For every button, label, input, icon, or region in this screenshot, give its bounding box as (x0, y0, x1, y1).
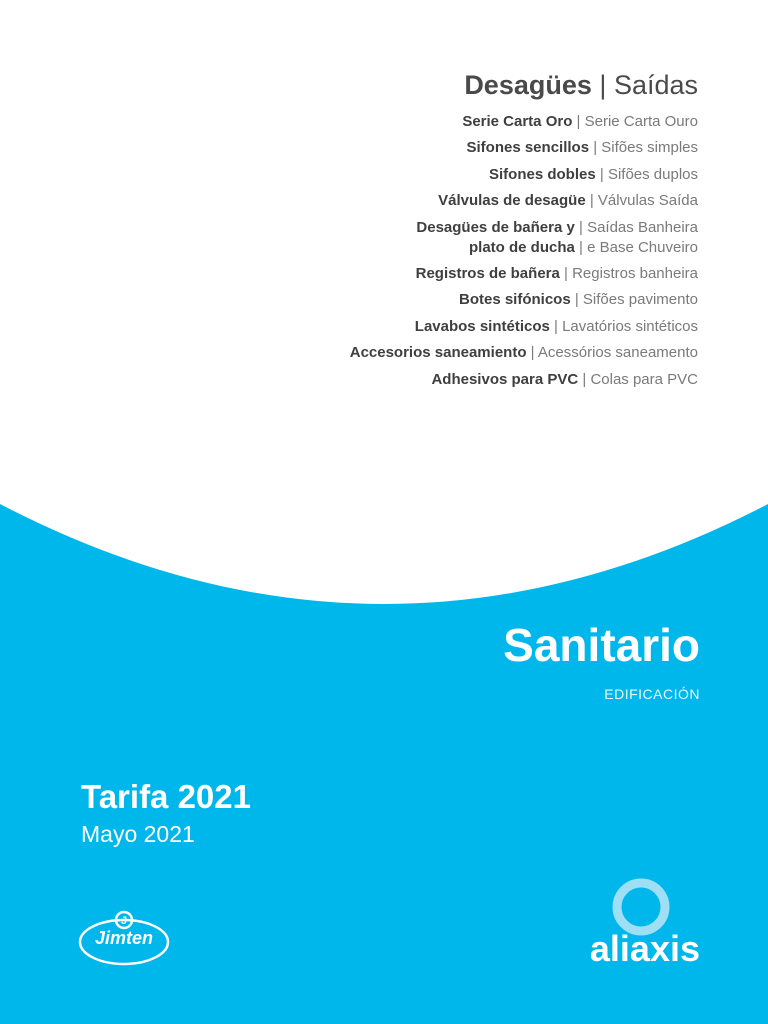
toc-item (350, 191, 698, 211)
toc-item (350, 112, 698, 132)
tariff-title: Tarifa 2021 (81, 778, 251, 815)
toc-separator: | (574, 291, 579, 309)
toc-item-pt: Registros banheira (572, 264, 698, 282)
top-section (0, 0, 768, 470)
toc-item (350, 343, 698, 363)
toc-item-es: Serie Carta Oro (462, 113, 573, 130)
toc-line (350, 218, 698, 238)
toc-item-es: Registros de bañera (415, 264, 560, 282)
toc-item-pt: Sifões pavimento (582, 291, 698, 309)
heading-separator: | (599, 70, 607, 100)
toc-item-es: plato de ducha (469, 238, 575, 256)
jimten-logo-text: Jimten (94, 928, 154, 948)
toc-item (350, 138, 698, 158)
toc-separator: | (579, 218, 583, 236)
toc-line (350, 238, 698, 258)
toc-item-pt: Colas para PVC (590, 370, 698, 388)
toc-separator: | (579, 238, 583, 256)
toc-item-pt: e Base Chuveiro (587, 238, 698, 256)
toc-item-es: Sifones sencillos (466, 139, 590, 157)
toc-item-pt: Lavatórios sintéticos (562, 317, 698, 335)
toc-item (350, 165, 698, 185)
category-subtitle: EDIFICACIÓN (604, 686, 700, 702)
heading-pt: Saídas (613, 70, 698, 100)
toc-item-es: Adhesivos para PVC (431, 370, 579, 388)
toc-item (350, 264, 698, 284)
section-heading (464, 70, 698, 101)
table-of-contents (350, 112, 698, 396)
toc-item-pt: Acessórios saneamento (537, 344, 698, 362)
toc-separator: | (554, 317, 558, 335)
toc-item-es: Lavabos sintéticos (414, 317, 550, 335)
toc-item-es: Botes sifónicos (458, 291, 571, 309)
toc-item-es: Accesorios saneamiento (349, 344, 527, 362)
toc-separator: | (593, 139, 598, 157)
toc-separator: | (564, 264, 568, 282)
svg-text:J: J (120, 915, 128, 927)
toc-separator: | (599, 165, 604, 183)
toc-item-es: Sifones dobles (489, 165, 596, 183)
toc-separator: | (589, 192, 594, 210)
toc-item-pt: Válvulas Saída (597, 192, 698, 210)
toc-item (350, 218, 698, 258)
toc-item (350, 370, 698, 390)
toc-separator: | (576, 113, 581, 130)
toc-separator: | (582, 370, 587, 388)
toc-item-pt: Sifões duplos (607, 165, 698, 183)
aliaxis-logo-text: aliaxis (589, 928, 700, 969)
category-title: Sanitario (503, 619, 700, 671)
toc-item-pt: Saídas Banheira (587, 218, 698, 236)
toc-item-pt: Serie Carta Ouro (584, 113, 698, 130)
toc-separator: | (530, 344, 535, 362)
toc-item-es: Válvulas de desagüe (438, 192, 586, 210)
toc-item-pt: Sifões simples (601, 139, 698, 157)
toc-item (350, 290, 698, 310)
heading-es: Desagües (464, 70, 592, 100)
toc-item (350, 317, 698, 337)
toc-item-es: Desagües de bañera y (416, 218, 575, 236)
tariff-date: Mayo 2021 (81, 821, 195, 847)
